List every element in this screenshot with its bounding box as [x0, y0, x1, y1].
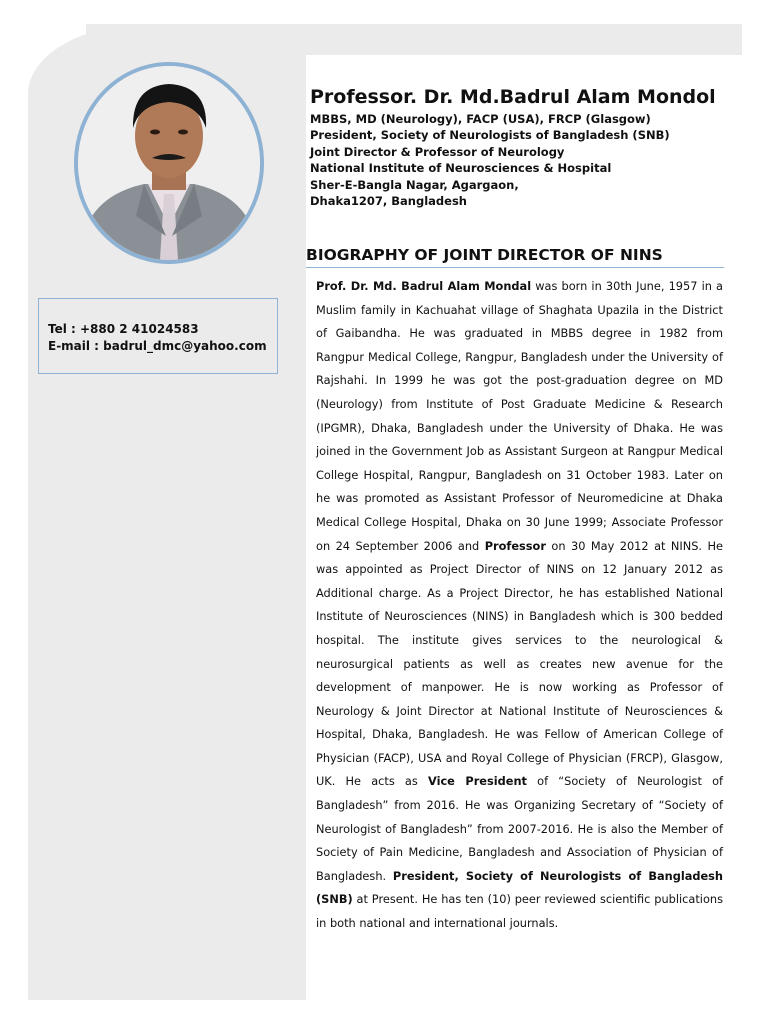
portrait-illustration	[78, 66, 260, 260]
credential-line: Dhaka1207, Bangladesh	[310, 194, 467, 209]
bio-strong: Vice President	[427, 774, 527, 789]
bio-text: of “Society of Neurologist of Bangladesh” from 2016. He was Organizing Secretary of “Society of Neurologist of Bangladesh” from 2007-2016. He is also the Member of Society of Pain Medicine, Bangladesh and Association of Physician of Bangladesh.	[316, 774, 724, 883]
credential-line: MBBS, MD (Neurology), FACP (USA), FRCP (Glasgow)	[310, 112, 651, 126]
contact-box	[38, 298, 278, 374]
profile-photo	[74, 62, 264, 264]
profile-header	[310, 84, 730, 209]
bio-strong: President, Society of Neurologists of Bangladesh (SNB)	[316, 868, 724, 907]
credential-line: Sher-E-Bangla Nagar, Agargaon,	[310, 177, 519, 192]
biography-text	[316, 275, 723, 936]
bio-text: on 30 May 2012 at NINS. He was appointed as Project Director of NINS on 12 January 2012 as Additional charge. As a Project Director, he has established National Institute of Neurosciences (NINS) in Bangladesh which is 300 bedded hospital. The institute gives services to the neurological & neurosurgical patients as well as creates new avenue for the development of manpower. He is now working as Professor of Neurology & Joint Director at National Institute of Neurosciences & Hospital, Dhaka, Bangladesh. He was Fellow of American College of Physician (FACP), USA and Royal College of Physician (FRCP), Glasgow, UK. He acts as	[316, 538, 723, 789]
credential-line: National Institute of Neurosciences & Hospital	[310, 161, 612, 176]
bio-strong: Professor	[484, 538, 546, 553]
bio-strong: Prof. Dr. Md. Badrul Alam Mondal	[316, 279, 532, 293]
section-title: BIOGRAPHY OF JOINT DIRECTOR OF NINS	[306, 244, 724, 268]
credential-line: President, Society of Neurologists of Bangladesh (SNB)	[310, 128, 670, 143]
contact-email: E-mail : badrul_dmc@yahoo.com	[48, 339, 267, 353]
bio-text: at Present. He has ten (10) peer reviewed scientific publications in both national and international journals.	[316, 892, 723, 931]
credential-line: Joint Director & Professor of Neurology	[310, 144, 565, 159]
profile-name: Professor. Dr. Md.Badrul Alam Mondol	[310, 86, 716, 108]
contact-phone: Tel : +880 2 41024583	[48, 322, 199, 336]
bio-text: was born in 30th June, 1957 in a Muslim family in Kachuahat village of Shaghata Upazila in the District of Gaibandha. He was graduated in MBBS degree in 1982 from Rangpur Medical College, Rangpur, Bangladesh under the University of Rajshahi. In 1999 he was got the post-graduation degree on MD (Neurology) from Institute of Post Graduate Medicine & Research (IPGMR), Dhaka, Bangladesh under the University of Dhaka. He was joined in the Government Job as Assistant Surgeon at Rangpur Medical College Hospital, Rangpur, Bangladesh on 31 October 1983. Later on he was promoted as Assistant Professor of Neuromedicine at Dhaka Medical College Hospital, Dhaka on 30 June 1999; Associate Professor on 24 September 2006 and	[316, 279, 723, 553]
credentials-list	[310, 111, 730, 209]
